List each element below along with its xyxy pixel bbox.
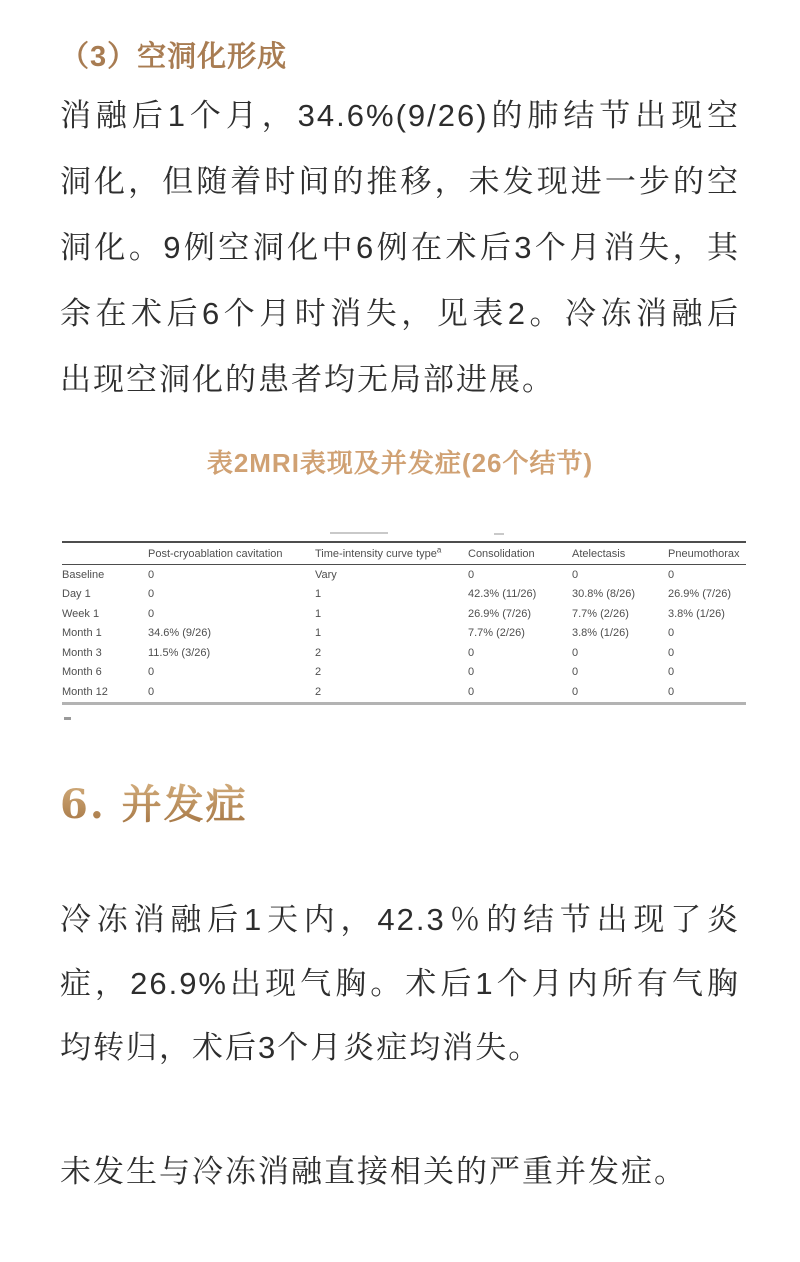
table-header-atelectasis: Atelectasis: [572, 542, 668, 565]
table-row: [62, 604, 746, 624]
table-row: [62, 565, 746, 585]
table-cell: 26.9% (7/26): [668, 588, 731, 601]
table-cell: 0: [148, 685, 155, 698]
table-cell: 0: [668, 646, 675, 659]
table-header-time-intensity: Time-intensity curve type$^a$: [315, 542, 468, 565]
table-cell: 0: [668, 685, 675, 698]
table-row-label: Month 3: [62, 646, 102, 659]
table-row-label: Month 1: [62, 627, 102, 640]
table-cell: 1: [315, 588, 322, 601]
table-cell: 26.9% (7/26): [468, 607, 531, 620]
table-row-label: Baseline: [62, 568, 105, 581]
table-cell: 0: [572, 685, 579, 698]
table-caption: 表2MRI表现及并发症(26个结节): [206, 448, 594, 478]
table-cell: 0: [468, 666, 475, 679]
subsection-heading-cavitation: （3）空洞化形成: [60, 41, 288, 73]
table-cell: 2: [315, 685, 322, 698]
table-cell: 0: [148, 607, 155, 620]
table-row: [62, 643, 746, 663]
table-cell: 1: [315, 607, 322, 620]
table-cell: 0: [668, 666, 675, 679]
superscript-a: a: [436, 544, 442, 554]
paragraph-line: 洞化。9例空洞化中6例在术后3个月消失，其: [60, 230, 740, 265]
table-cell: 2: [315, 666, 322, 679]
footnote-mark-artifact: [64, 717, 71, 720]
table-row-label: Month 6: [62, 666, 102, 679]
table-cell: 0: [148, 568, 155, 581]
table-row: [62, 682, 746, 703]
table-cell: 0: [468, 685, 475, 698]
crop-artifact: [494, 533, 504, 535]
section-heading-complications: 6. 并发症: [60, 780, 248, 828]
paragraph-line: 均转归，术后3个月炎症均消失。: [60, 1029, 542, 1065]
table-cell: 34.6% (9/26): [148, 627, 211, 640]
paragraph-line: 出现空洞化的患者均无局部进展。: [60, 362, 555, 397]
paragraph-line: 症，26.9%出现气胸。术后1个月内所有气胸: [60, 965, 740, 1001]
table-row-label: Week 1: [62, 607, 100, 620]
paragraph-line: 消融后1个月，34.6%(9/26)的肺结节出现空: [60, 98, 740, 133]
table-cell: 2: [315, 646, 322, 659]
table-cell: 0: [572, 568, 579, 581]
table-cell: 0: [148, 666, 155, 679]
paragraph-complications-1: [60, 888, 740, 1080]
table-cell: 0: [572, 646, 579, 659]
paragraph-line: 冷冻消融后1天内，42.3％的结节出现了炎: [60, 901, 740, 937]
table-cell: 0: [468, 646, 475, 659]
table-cell: 30.8% (8/26): [572, 588, 635, 601]
table-row: [62, 585, 746, 605]
table-cell: 1: [315, 627, 322, 640]
table-header-empty: [62, 542, 148, 565]
table-row: [62, 663, 746, 683]
table-cell: 42.3% (11/26): [468, 588, 537, 601]
table-cell: 3.8% (1/26): [572, 627, 629, 640]
paragraph-line: 余在术后6个月时消失，见表2。冷冻消融后: [60, 296, 740, 331]
table-cell: 0: [148, 588, 155, 601]
table-cell: 11.5% (3/26): [148, 646, 211, 659]
table-cell: 0: [668, 627, 675, 640]
table-row-label: Day 1: [62, 588, 91, 601]
table-cell: 0: [572, 666, 579, 679]
table-row-label: Month 12: [62, 685, 108, 698]
paragraph-cavitation: [60, 83, 740, 413]
paragraph-line: 洞化，但随着时间的推移，未发现进一步的空: [60, 164, 740, 199]
mri-findings-table: [62, 541, 746, 705]
table-row: [62, 624, 746, 644]
table-header-row: [62, 542, 746, 565]
table-cell: 0: [668, 568, 675, 581]
table-header-pneumothorax: Pneumothorax: [668, 542, 746, 565]
table-header-consolidation: Consolidation: [468, 542, 572, 565]
paragraph-line: 未发生与冷冻消融直接相关的严重并发症。: [60, 1153, 687, 1189]
table-cell: 3.8% (1/26): [668, 607, 725, 620]
crop-artifact: [330, 532, 388, 534]
paragraph-complications-2: [60, 1140, 740, 1204]
table-cell: Vary: [315, 568, 337, 581]
table-cell: 7.7% (2/26): [468, 627, 525, 640]
table-header-cavitation: Post-cryoablation cavitation: [148, 542, 315, 565]
table-cell: 7.7% (2/26): [572, 607, 629, 620]
table-cell: 0: [468, 568, 475, 581]
table-container: [62, 541, 746, 720]
